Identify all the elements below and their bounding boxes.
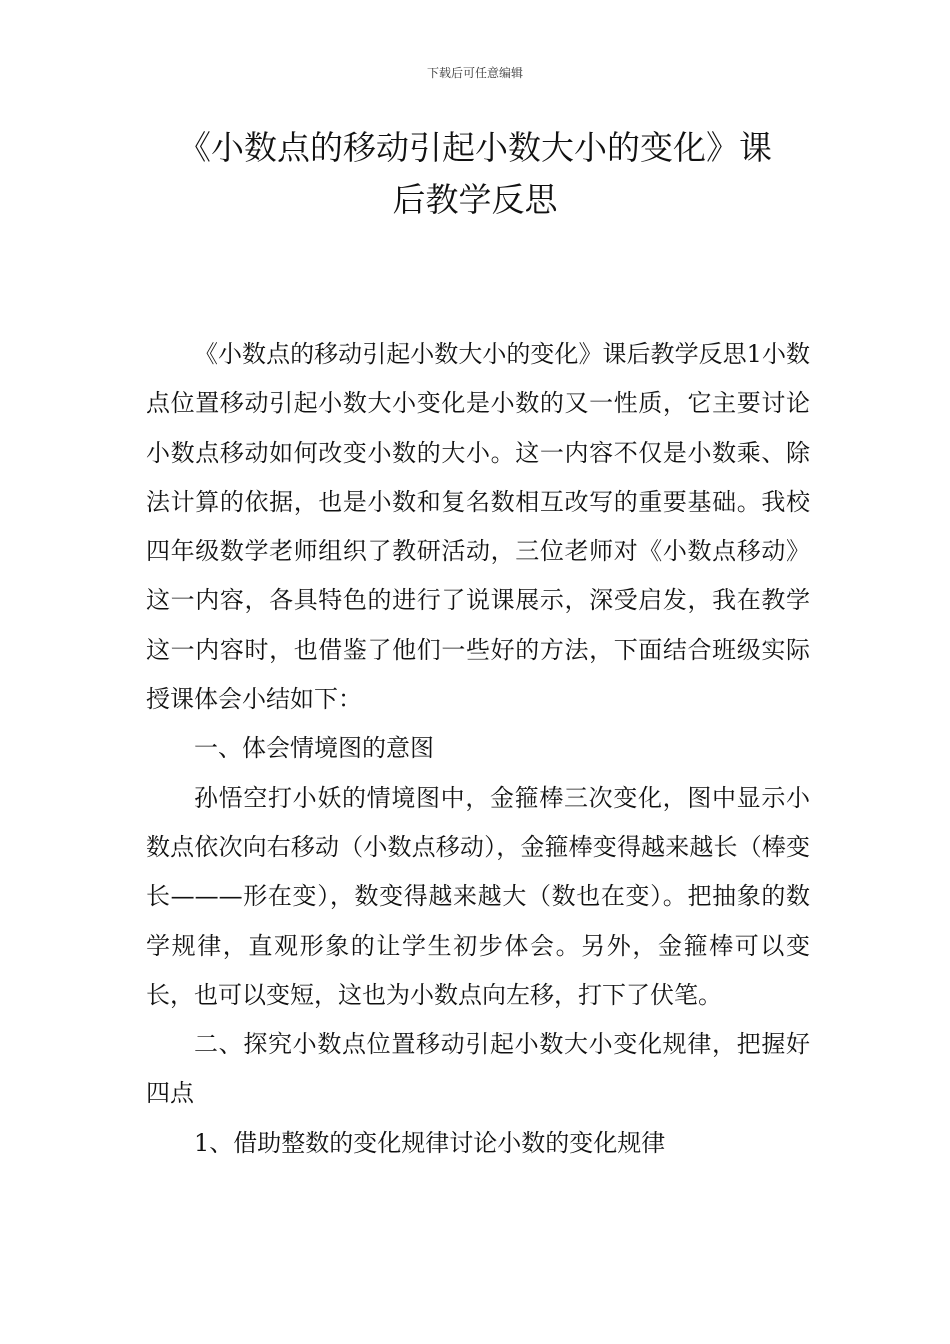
section-heading-2: 二、探究小数点位置移动引起小数大小变化规律，把握好四点: [146, 1030, 810, 1108]
paragraph-intro: 《小数点的移动引起小数大小的变化》课后教学反思1小数点位置移动引起小数大小变化是小数的又一性质，它主要讨论小数点移动如何改变小数的大小。这一内容不仅是小数乘、除法计算的依据，也是小数和复名数相互改写的重要基础。我校四年级数学老师组织了教研活动，三位老师对《小数点移动》这一内容，各具特色的进行了说课展示，深受启发，我在教学这一内容时，也借鉴了他们一些好的方法，下面结合班级实际授课体会小结如下：: [146, 340, 810, 714]
page-title: [140, 122, 810, 226]
title-line-2: 后教学反思: [392, 180, 558, 219]
subsection-heading-1: 1、借助整数的变化规律讨论小数的变化规律: [194, 1128, 666, 1157]
header-note: 下载后可任意编辑: [426, 66, 523, 80]
document-body: [146, 330, 810, 1168]
title-line-1: 《小数点的移动引起小数大小的变化》课: [178, 128, 772, 167]
section-heading-1: 一、体会情境图的意图: [194, 734, 434, 763]
paragraph-section-1: 孙悟空打小妖的情境图中，金箍棒三次变化，图中显示小数点依次向右移动（小数点移动），金箍棒变得越来越长（棒变长———形在变），数变得越来越大（数也在变）。把抽象的数学规律，直观形象的让学生初步体会。另外，金箍棒可以变长，也可以变短，这也为小数点向左移，打下了伏笔。: [146, 783, 810, 1009]
